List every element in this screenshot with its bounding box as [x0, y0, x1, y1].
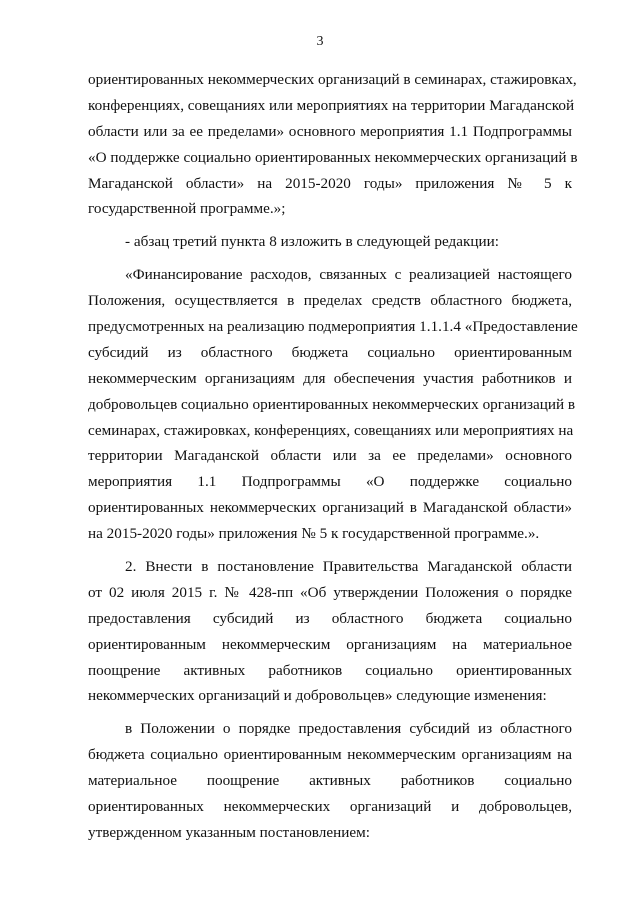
- text-line: на 2015-2020 годы» приложения № 5 к государственной программе.».: [88, 525, 540, 543]
- paragraph-item-2: [88, 554, 572, 709]
- text-line: государственной программе.»;: [88, 200, 286, 218]
- text-line: ориентированным некоммерческим организациям на материальное: [88, 635, 572, 653]
- text-line: конференциях, совещаниях или мероприятиях на территории Магаданской: [88, 96, 575, 114]
- text-line: предусмотренных на реализацию подмероприятия 1.1.1.4 «Предоставление: [88, 318, 578, 336]
- text-line: семинарах, стажировках, конференциях, совещаниях или мероприятиях на: [88, 421, 574, 439]
- text-line: Магаданской области» на 2015-2020 годы» приложения № 5 к: [88, 174, 572, 192]
- text-line: добровольцев социально ориентированных некоммерческих организаций в: [88, 395, 576, 413]
- text-line: в Положении о порядке предоставления субсидий из областного: [125, 720, 572, 738]
- text-line: субсидий из областного бюджета социально ориентированным: [88, 343, 572, 361]
- text-line: материальное поощрение активных работников социально: [88, 772, 572, 790]
- text-line: некоммерческих организаций и добровольцев» следующие изменения:: [88, 687, 547, 705]
- text-line: ориентированных некоммерческих организаций и добровольцев,: [88, 798, 572, 816]
- text-line: от 02 июля 2015 г. № 428-пп «Об утверждении Положения о порядке: [88, 583, 572, 601]
- text-line: области или за ее пределами» основного мероприятия 1.1 Подпрограммы: [88, 122, 572, 140]
- text-line: поощрение активных работников социально ориентированных: [88, 661, 572, 679]
- text-line: некоммерческим организациям для обеспечения участия работников и: [88, 369, 572, 387]
- page-number: 3: [316, 34, 324, 49]
- paragraph-continuation: [88, 67, 578, 222]
- paragraph-amendment-intro: [88, 229, 572, 255]
- text-line: «Финансирование расходов, связанных с реализацией настоящего: [125, 266, 572, 284]
- document-body: [88, 67, 578, 846]
- text-line: территории Магаданской области или за ее пределами» основного: [88, 447, 572, 465]
- paragraph-financing-quote: [88, 262, 578, 547]
- text-line: предоставления субсидий из областного бюджета социально: [88, 609, 572, 627]
- text-line: ориентированных некоммерческих организаций в семинарах, стажировках,: [88, 71, 577, 88]
- text-line: 2. Внести в постановление Правительства Магаданской области: [125, 558, 572, 576]
- text-line: Положения, осуществляется в пределах средств областного бюджета,: [88, 292, 572, 310]
- text-line: ориентированных некоммерческих организаций в Магаданской области»: [88, 499, 572, 517]
- text-line: мероприятия 1.1 Подпрограммы «О поддержке социально: [88, 473, 572, 491]
- text-line: утвержденном указанным постановлением:: [88, 823, 370, 841]
- text-line: - абзац третий пункта 8 изложить в следующей редакции:: [125, 233, 499, 251]
- paragraph-regulation-change: [88, 716, 572, 845]
- text-line: бюджета социально ориентированным некоммерческим организациям на: [88, 746, 572, 764]
- text-line: «О поддержке социально ориентированных некоммерческих организаций в: [88, 148, 578, 166]
